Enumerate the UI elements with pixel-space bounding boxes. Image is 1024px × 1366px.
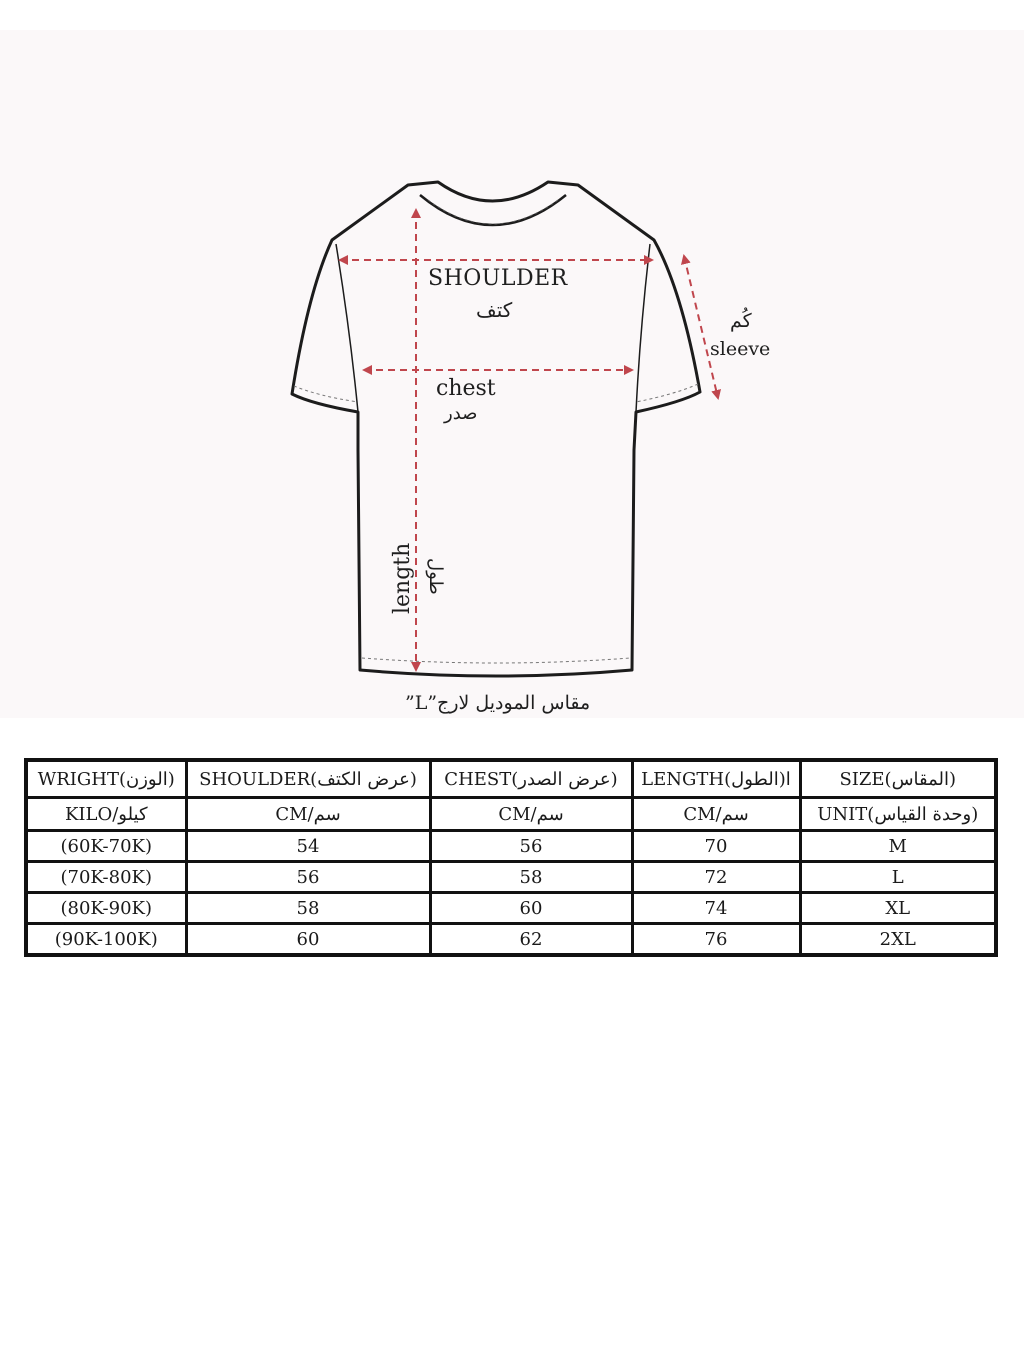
sleeve-label-arabic: كُم — [730, 310, 752, 332]
table-row — [26, 831, 996, 862]
sleeve-label: sleeve — [710, 338, 771, 360]
cell-size: L — [800, 862, 996, 893]
cell-size: XL — [800, 893, 996, 924]
header-size: SIZE(المقاس) — [800, 760, 996, 798]
unit-size: UNIT(وحدة القياس) — [800, 798, 996, 831]
unit-shoulder: CM/سم — [186, 798, 430, 831]
cell-weight: (80K-90K) — [26, 893, 186, 924]
shoulder-label-arabic: كتف — [476, 298, 513, 322]
cell-chest: 56 — [430, 831, 632, 862]
cell-chest: 62 — [430, 924, 632, 956]
unit-weight: KILO/كيلو — [26, 798, 186, 831]
table-row — [26, 924, 996, 956]
header-chest: CHEST(عرض الصدر) — [430, 760, 632, 798]
cell-shoulder: 58 — [186, 893, 430, 924]
size-diagram-panel — [0, 30, 1024, 718]
cell-shoulder: 56 — [186, 862, 430, 893]
cell-length: 72 — [632, 862, 800, 893]
chest-label-arabic: صدر — [444, 403, 478, 424]
cell-length: 76 — [632, 924, 800, 956]
cell-weight: (60K-70K) — [26, 831, 186, 862]
cell-weight: (70K-80K) — [26, 862, 186, 893]
cell-size: 2XL — [800, 924, 996, 956]
table-row — [26, 862, 996, 893]
table-row — [26, 893, 996, 924]
header-length: LENGTH(الطول)ا — [632, 760, 800, 798]
cell-length: 74 — [632, 893, 800, 924]
cell-chest: 58 — [430, 862, 632, 893]
cell-shoulder: 60 — [186, 924, 430, 956]
cell-weight: (90K-100K) — [26, 924, 186, 956]
table-unit-row — [26, 798, 996, 831]
cell-length: 70 — [632, 831, 800, 862]
tshirt-diagram — [0, 30, 1024, 718]
cell-shoulder: 54 — [186, 831, 430, 862]
tshirt-outline — [292, 182, 700, 676]
model-size-note: مقاس الموديل لارج”L” — [405, 692, 591, 714]
header-shoulder: SHOULDER(عرض الكتف) — [186, 760, 430, 798]
length-label-arabic: طول — [425, 558, 446, 595]
table-header-row — [26, 760, 996, 798]
size-chart-table — [24, 758, 998, 957]
header-weight: WRIGHT(الوزن) — [26, 760, 186, 798]
shoulder-label: SHOULDER — [428, 266, 568, 291]
unit-chest: CM/سم — [430, 798, 632, 831]
unit-length: CM/سم — [632, 798, 800, 831]
chest-label: chest — [436, 376, 496, 401]
length-label: length — [390, 542, 415, 614]
cell-size: M — [800, 831, 996, 862]
cell-chest: 60 — [430, 893, 632, 924]
